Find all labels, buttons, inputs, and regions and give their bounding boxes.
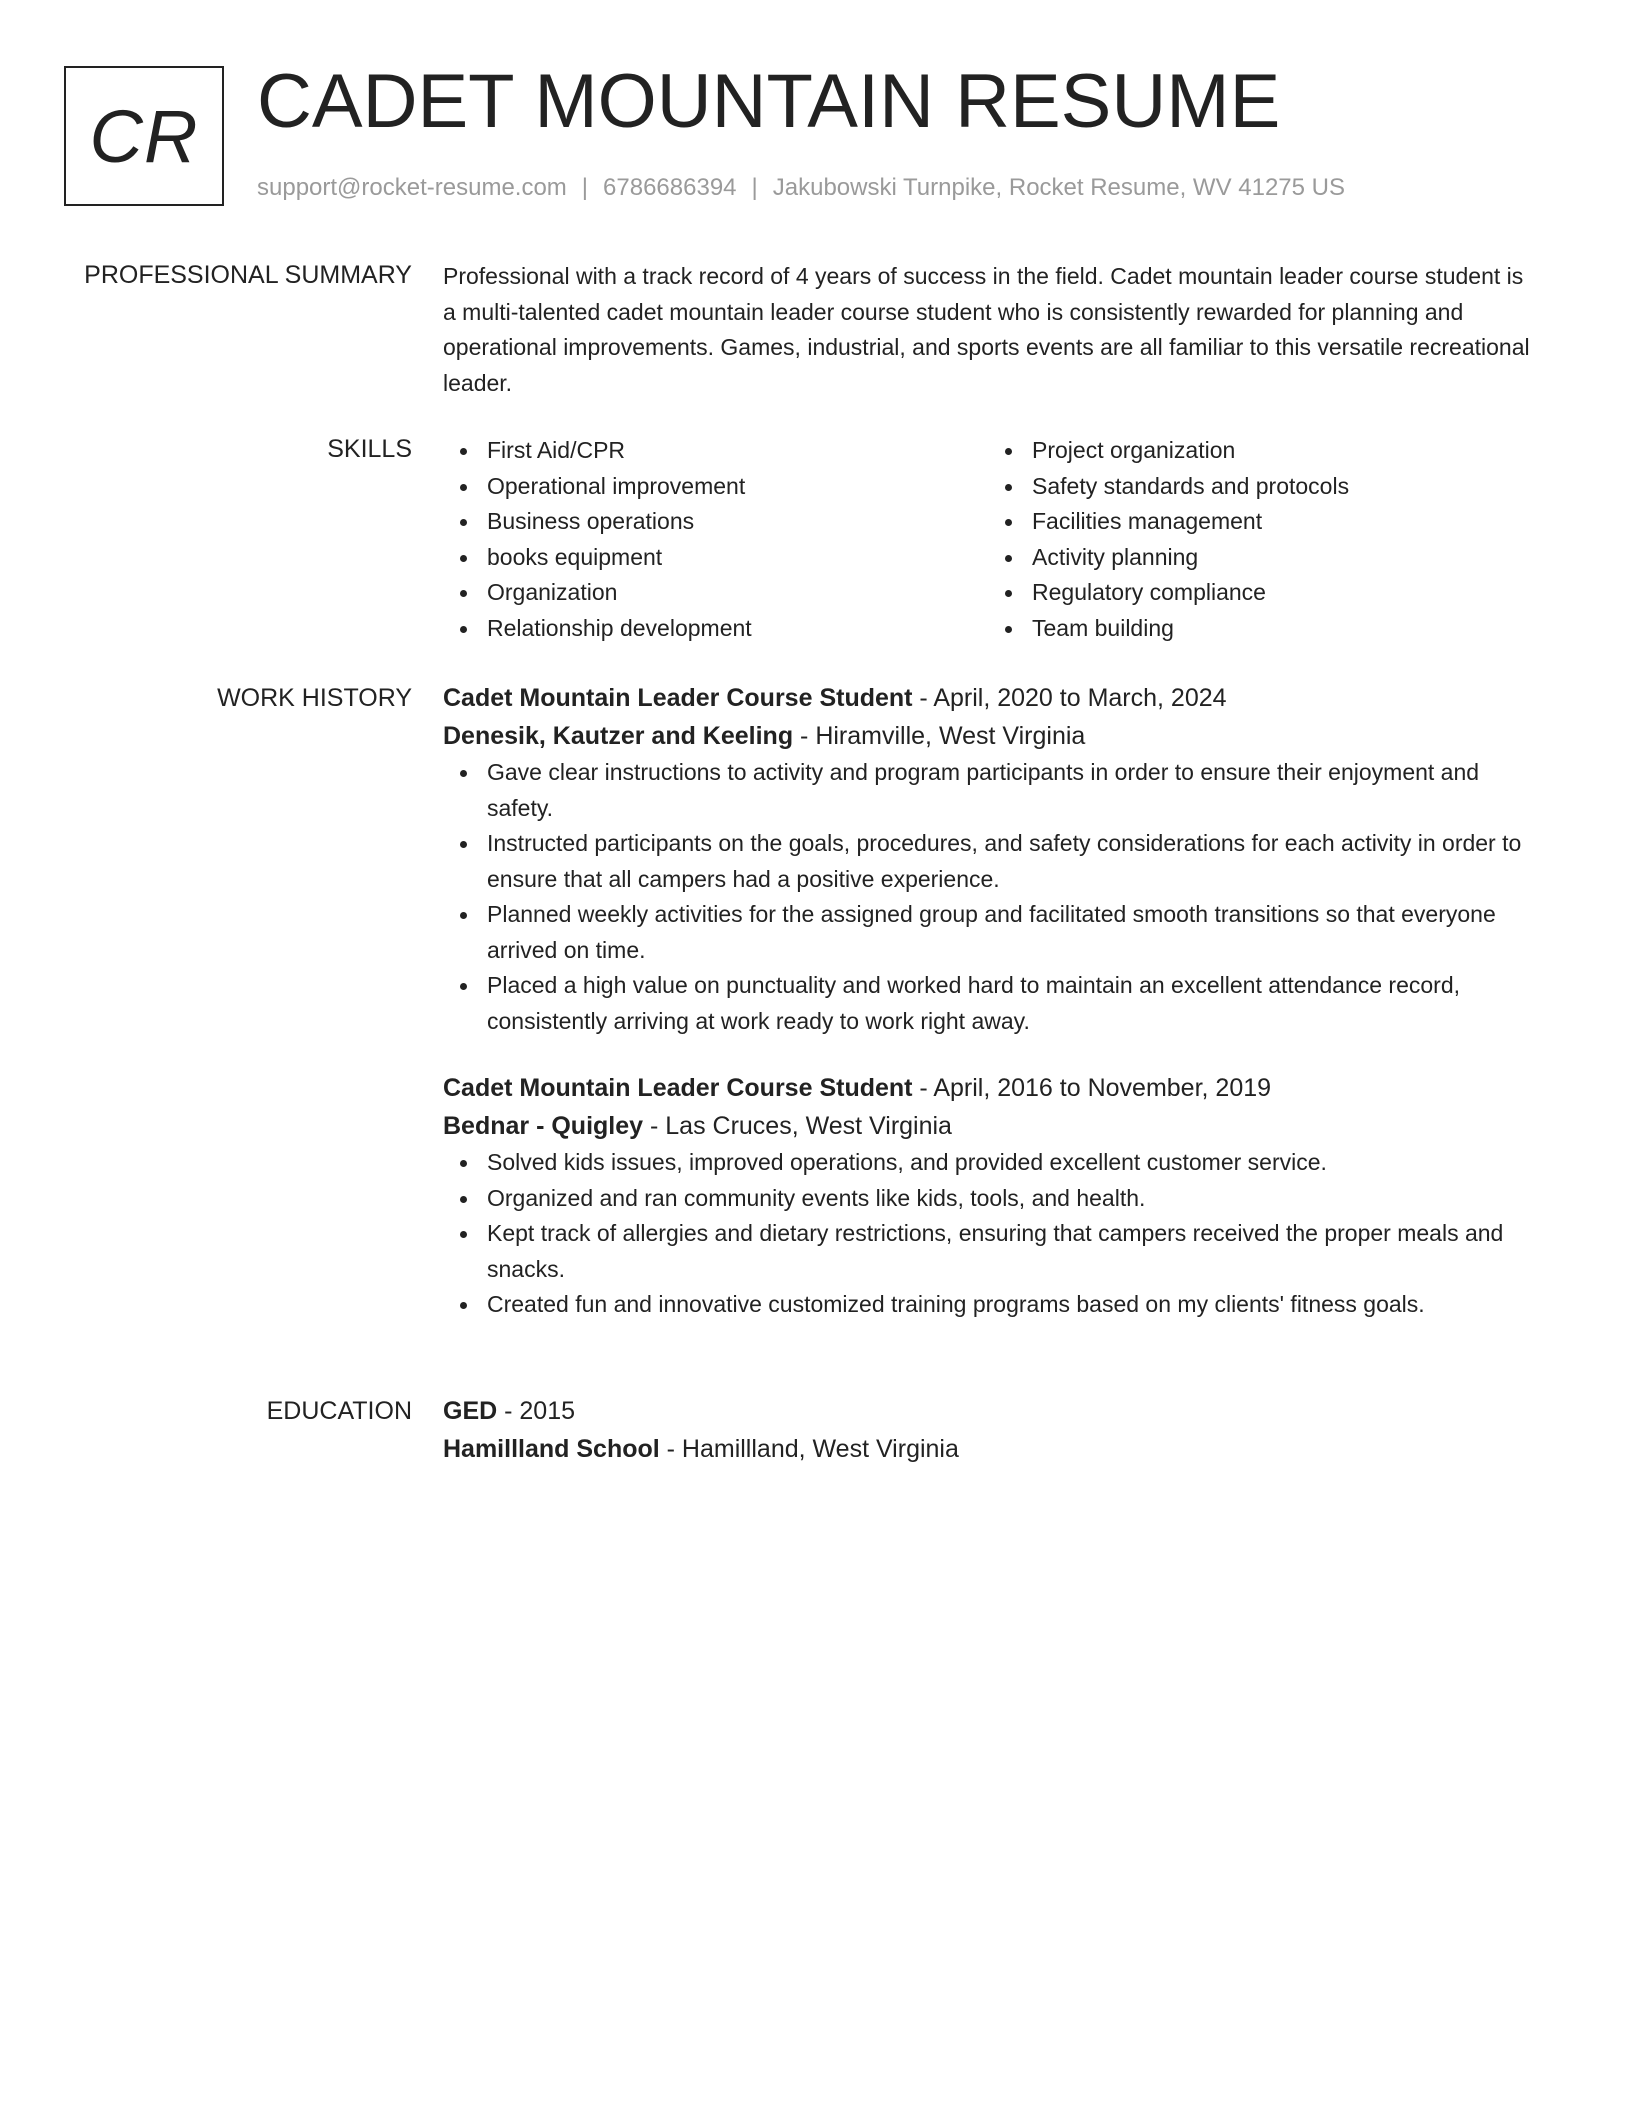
section-label-work-history: WORK HISTORY xyxy=(217,684,412,712)
monogram-logo: CR xyxy=(64,66,224,206)
education-degree: GED xyxy=(443,1397,498,1425)
job-bullet: Gave clear instructions to activity and program participants in order to ensure their enjoyment and safety. xyxy=(487,755,1533,826)
job-title-line xyxy=(443,1069,1533,1107)
skill-item: Project organization xyxy=(1032,433,1533,469)
job-bullet: Created fun and innovative customized training programs based on my clients' fitness goals. xyxy=(487,1287,1533,1323)
contact-address: Jakubowski Turnpike, Rocket Resume, WV 41275 US xyxy=(772,174,1345,201)
job-bullet: Solved kids issues, improved operations, and provided excellent customer service. xyxy=(487,1145,1533,1181)
skill-item: Business operations xyxy=(487,504,988,540)
contact-separator: | xyxy=(751,174,758,201)
contact-phone: 6786686394 xyxy=(603,174,737,201)
skills-columns xyxy=(443,433,1533,646)
skill-item: Safety standards and protocols xyxy=(1032,469,1533,505)
job-bullet: Organized and ran community events like kids, tools, and health. xyxy=(487,1181,1533,1217)
skill-item: Activity planning xyxy=(1032,540,1533,576)
skill-item: Team building xyxy=(1032,611,1533,647)
skill-item: Regulatory compliance xyxy=(1032,575,1533,611)
job-title: Cadet Mountain Leader Course Student xyxy=(443,684,913,712)
job-bullet: Placed a high value on punctuality and worked hard to maintain an excellent attendance record, consistently arriving at work ready to work right away. xyxy=(487,968,1533,1039)
skills-column-left xyxy=(443,433,988,646)
skills-body xyxy=(443,433,1533,646)
job-company-line xyxy=(443,1107,1533,1145)
contact-email: support@rocket-resume.com xyxy=(257,174,567,201)
job-company: Denesik, Kautzer and Keeling xyxy=(443,722,794,750)
contact-separator: | xyxy=(581,174,589,201)
job-title: Cadet Mountain Leader Course Student xyxy=(443,1074,913,1102)
education-body xyxy=(443,1392,1533,1468)
resume-name: CADET MOUNTAIN RESUME xyxy=(257,59,1281,144)
job-location: - Hiramville, West Virginia xyxy=(793,722,1086,750)
skill-item: First Aid/CPR xyxy=(487,433,988,469)
job-title-line xyxy=(443,679,1533,717)
job-bullets xyxy=(443,755,1533,1039)
skill-item: books equipment xyxy=(487,540,988,576)
job-dates: - April, 2020 to March, 2024 xyxy=(912,684,1227,712)
job-bullets xyxy=(443,1145,1533,1323)
summary-body xyxy=(443,259,1533,401)
job-bullet: Kept track of allergies and dietary restrictions, ensuring that campers received the proper meals and snacks. xyxy=(487,1216,1533,1287)
skill-item: Organization xyxy=(487,575,988,611)
skills-column-right xyxy=(988,433,1533,646)
summary-text: Professional with a track record of 4 years of success in the field. Cadet mountain leader course student is a multi-talented cadet mountain leader course student who is consistently rewarded for planning and operational improvements. Games, industrial, and sports events are all familiar to this versatile recreational leader. xyxy=(443,263,1530,396)
skills-list-left xyxy=(443,433,988,646)
skill-item: Facilities management xyxy=(1032,504,1533,540)
education-year: - 2015 xyxy=(497,1397,576,1425)
education-location: - Hamillland, West Virginia xyxy=(659,1435,959,1463)
skills-list-right xyxy=(988,433,1533,646)
job-entry xyxy=(443,1069,1533,1323)
skill-item: Operational improvement xyxy=(487,469,988,505)
contact-line xyxy=(257,172,1345,204)
job-company: Bednar - Quigley xyxy=(443,1112,644,1140)
education-school: Hamillland School xyxy=(443,1435,660,1463)
job-dates: - April, 2016 to November, 2019 xyxy=(912,1074,1272,1102)
section-label-summary: PROFESSIONAL SUMMARY xyxy=(84,261,412,289)
skill-item: Relationship development xyxy=(487,611,988,647)
education-degree-line xyxy=(443,1392,1533,1430)
section-label-education: EDUCATION xyxy=(266,1397,412,1425)
job-location: - Las Cruces, West Virginia xyxy=(643,1112,952,1140)
job-entry xyxy=(443,679,1533,1039)
education-school-line xyxy=(443,1430,1533,1468)
job-company-line xyxy=(443,717,1533,755)
job-bullet: Instructed participants on the goals, procedures, and safety considerations for each activity in order to ensure that all campers had a positive experience. xyxy=(487,826,1533,897)
section-label-skills: SKILLS xyxy=(327,435,412,463)
work-history-body xyxy=(443,679,1533,1323)
job-bullet: Planned weekly activities for the assigned group and facilitated smooth transitions so that everyone arrived on time. xyxy=(487,897,1533,968)
